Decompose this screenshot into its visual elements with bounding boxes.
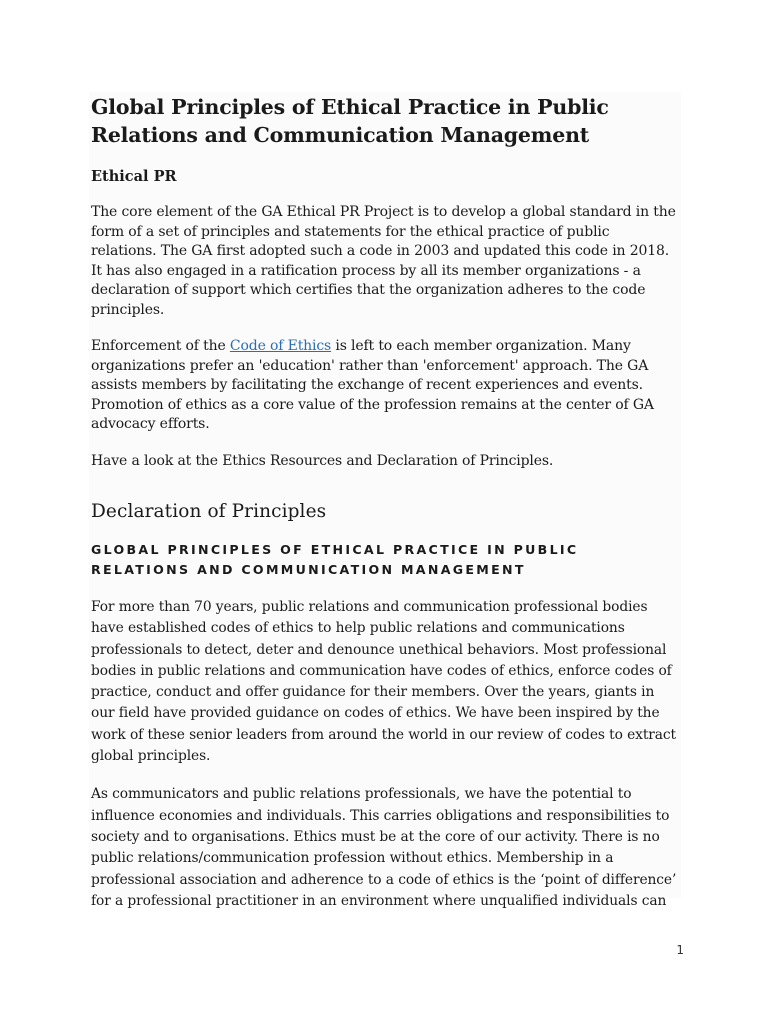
heading-declaration-of-principles: Declaration of Principles — [91, 501, 327, 522]
paragraph-obligations: As communicators and public relations professionals, we have the potential to influence economies and individuals. This carries obligations and responsibilities to society and to organisations. Ethics must be at the core of our activity. There is no public relations/communication profession without ethics. Membership in a professional association and adherence to a code of ethics is the ‘point of difference’ for a professional practitioner in an environment where unqualified individuals can — [91, 786, 677, 909]
document-title: Global Principles of Ethical Practice in Public Relations and Communication Management — [91, 95, 609, 147]
paragraph-history: For more than 70 years, public relations and communication professional bodies have established codes of ethics to help public relations and communications professionals to detect, deter and denounce unethical behaviors. Most professional bodies in public relations and communication have codes of ethics, enforce codes of practice, conduct and offer guidance for their members. Over the years, giants in our field have provided guidance on codes of ethics. We have been inspired by the work of these senior leaders from around the world in our review of codes to extract global principles. — [91, 599, 676, 765]
paragraph-resources: Have a look at the Ethics Resources and Declaration of Principles. — [91, 452, 554, 469]
paragraph-enforcement — [91, 337, 679, 435]
document-body — [91, 93, 679, 909]
code-of-ethics-link[interactable]: Code of Ethics — [229, 338, 332, 354]
caps-subheading: GLOBAL PRINCIPLES OF ETHICAL PRACTICE IN PUBLIC RELATIONS AND COMMUNICATION MANAGEMENT — [91, 542, 579, 577]
page-number: 1 — [676, 943, 684, 957]
paragraph-enforcement-lead: Enforcement of the — [91, 338, 230, 354]
section-label-ethical-pr: Ethical PR — [91, 168, 177, 185]
paragraph-core-element: The core element of the GA Ethical PR Project is to develop a global standard in the form of a set of principles and statements for the ethical practice of public relations. The GA first adopted such a code in 2003 and updated this code in 2018. It has also engaged in a ratification process by all its member organizations - a declaration of support which certifies that the organization adheres to the code principles. — [91, 204, 676, 318]
paragraph-enforcement-rest: is left to each member organization. Many organizations prefer an 'education' rather than 'enforcement' approach. The GA assists members by facilitating the exchange of recent experiences and events. Promotion of ethics as a core value of the profession remains at the center of GA advocacy efforts. — [91, 338, 654, 432]
